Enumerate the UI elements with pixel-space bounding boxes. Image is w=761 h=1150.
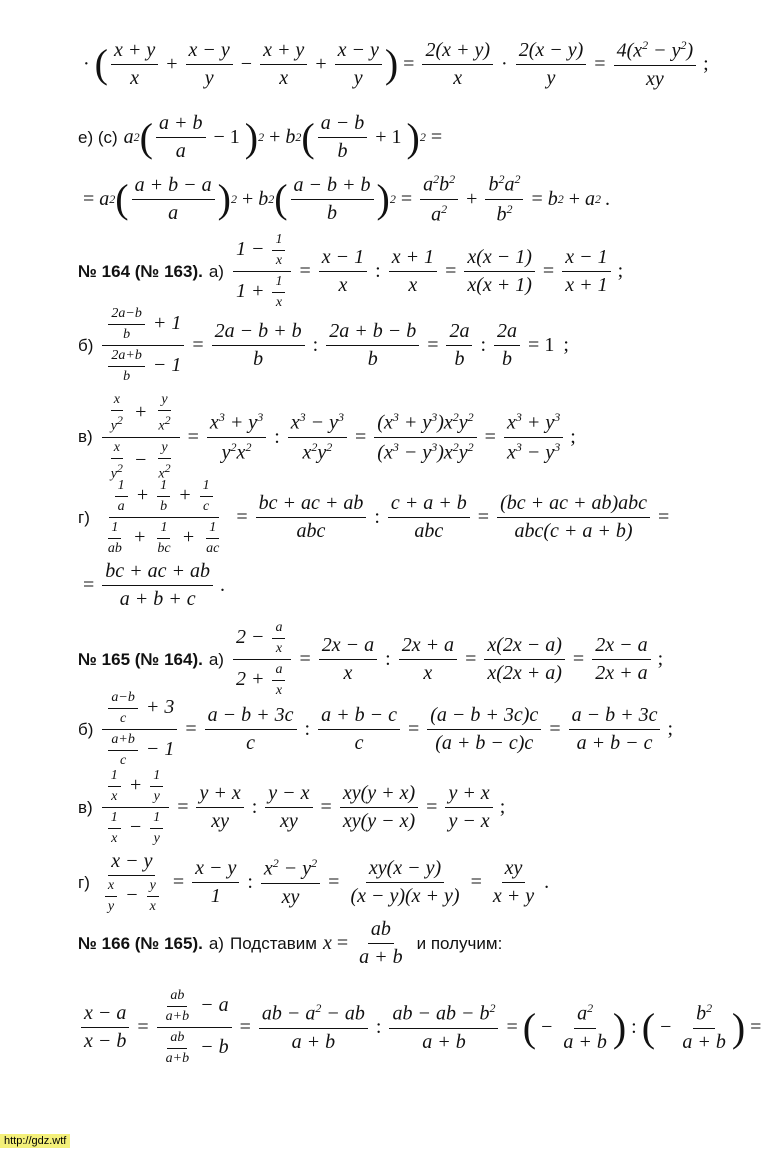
label-164a: а) xyxy=(208,261,224,281)
eq-165g: г) x − y $\frac{x}{y}$ − $\frac{y}{x}$ = $\frac{x - y}{1}$ : $\frac{x^2 - y^2}{xy}$ = $\frac{xy(x - y)}{(x - y)(x + y)}$ = $\frac{xy}{x + y}$ . xyxy=(78,850,550,914)
label-165v: в) xyxy=(78,797,93,817)
problem-166-number: № 166 (№ 165). xyxy=(78,933,203,953)
footer-url[interactable]: http://gdz.wtf xyxy=(0,1134,70,1148)
problem-164-number: № 164 (№ 163). xyxy=(78,261,203,281)
problem-165-number: № 165 (№ 164). xyxy=(78,649,203,669)
eq-164a: № 164 (№ 163). а) 1 − $\frac{1}{x}$ 1 + $\frac{1}{x}$ = $\frac{x - 1}{x}$ : $\frac{x + 1}{x}$ = $\frac{x(x - 1)}{x(x + 1)}$ = $\frac{x - 1}{x + 1}$ ; xyxy=(78,232,624,310)
label-e: е) (с) xyxy=(78,127,118,147)
substitute-text: Подставим xyxy=(229,933,317,953)
eq-165b: б) $\frac{a-b}{c}$ + 3 $\frac{a+b}{c}$ − 1 = $\frac{a - b + 3c}{c}$ : $\frac{a + b - c}{c}$ = $\frac{(a - b + 3c)c}{(a + b - c)c}$ = $\frac{a - b + 3c}{a + b - c}$ ; xyxy=(78,690,674,768)
label-164g: г) xyxy=(78,507,90,527)
eq-164g-line1: г) $\frac{1}{a}$ + $\frac{1}{b}$ + $\frac{1}{c}$ $\frac{1}{ab}$ + $\frac{1}{bc}$ + $\frac{1}{ac}$ = $\frac{bc + ac + ab}{\text{abc}}$ : $\frac{c + a + b}{\text{abc}}$ = $\frac{\text{(bc + ac + ab)abc}}{\text{abc(c + a + b)}}$ = xyxy=(78,478,670,556)
label-164v: в) xyxy=(78,427,93,447)
eq-164v: в) $\frac{x}{y2}$ + $\frac{y}{x2}$ $\frac{x}{y2}$ − $\frac{y}{x2}$ = $\frac{x^3 + y^3}{y^2x^2}$ : $\frac{x^3 - y^3}{x^2y^2}$ = $\frac{(x^3 + y^3)x^2y^2}{(x^3 - y^3)x^2y^2}$ = $\frac{x^3 + y^3}{x^3 - y^3}$ ; xyxy=(78,392,576,482)
label-165a: а) xyxy=(208,649,224,669)
label-165g: г) xyxy=(78,872,90,892)
label-165b: б) xyxy=(78,719,94,739)
eq-e-line1: е) (с) a 2 ( $\frac{a + b}{a}$ − 1 ) 2 + b 2 ( $\frac{a - b}{b}$ + 1 ) 2 = xyxy=(78,112,443,162)
label-164b: б) xyxy=(78,335,94,355)
eq-165v: в) $\frac{1}{x}$ + $\frac{1}{y}$ $\frac{1}{x}$ − $\frac{1}{y}$ = $\frac{y + x}{xy}$ : $\frac{y - x}{xy}$ = $\frac{xy(y + x)}{xy(y - x)}$ = $\frac{y + x}{y - x}$ ; xyxy=(78,768,506,846)
eq-164b: б) $\frac{2a-b}{b}$ + 1 $\frac{2a+b}{b}$ − 1 = $\frac{2a - b + b}{b}$ : $\frac{2a + b - b}{b}$ = $\frac{2a}{b}$ : $\frac{2a}{b}$ = 1 ; xyxy=(78,306,569,384)
label-166a: а) xyxy=(208,933,224,953)
eq-165a: № 165 (№ 164). а) 2 − $\frac{a}{x}$ 2 + $\frac{a}{x}$ = $\frac{2x - a}{x}$ : $\frac{2x + a}{x}$ = $\frac{x(2x - a)}{x(2x + a)}$ = $\frac{2x - a}{2x + a}$ ; xyxy=(78,620,664,698)
eq-166a-line: $\frac{x - a}{x - b}$ = $\frac{ab}{a+b}$ − a $\frac{ab}{a+b}$ − b = $\frac{ab - a^2 - ab}{a + b}$ : $\frac{ab - ab - b^2}{a + b}$ = ( − $\frac{a^2}{a + b}$ ) : ( − $\frac{b^2}{a + b}$ ) = xyxy=(78,988,687,1067)
eq-e-line2: = a 2 ( $\frac{a + b - a}{a}$ ) 2 + b 2 ( $\frac{a - b + b}{b}$ ) 2 = $\frac{a^2b^2}{a^2}$ + $\frac{b^2a^2}{b^2}$ = b 2 + a 2 . xyxy=(83,172,610,226)
eq-166a-intro: № 166 (№ 165). а) Подставим x = $\frac{ab}{a + b}$ и получим: xyxy=(78,918,503,968)
get-text: и получим: xyxy=(416,933,503,953)
eq-164g-line2: = $\frac{bc + ac + ab}{a + b + c}$ . xyxy=(83,560,226,610)
eq-prev-line: · ( $\frac{x + y}{x}$ + $\frac{x - y}{y}$ − $\frac{x + y}{x}$ + $\frac{x - y}{y}$ ) = $\frac{2(x + y)}{x}$ · $\frac{2(x - y)}{y}$ = $\frac{4(x^2 - y^2)}{xy}$ ; xyxy=(83,38,709,90)
